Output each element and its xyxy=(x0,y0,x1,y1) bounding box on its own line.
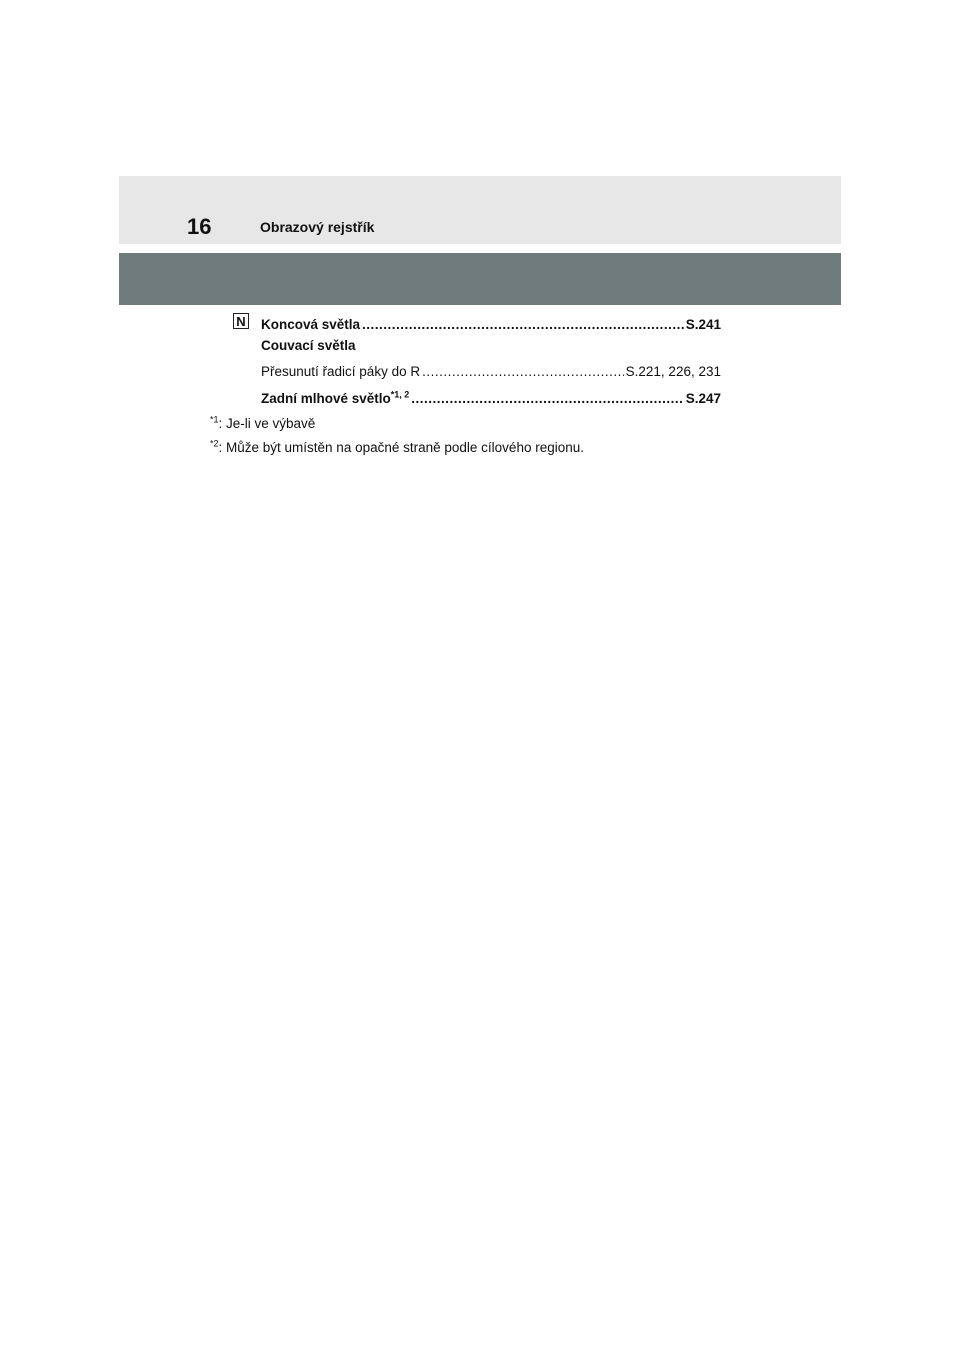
dot-leader xyxy=(422,364,624,379)
section-band xyxy=(119,253,841,305)
footnote-mark: *1 xyxy=(210,414,219,425)
index-entry xyxy=(261,338,721,353)
index-entry xyxy=(261,391,721,406)
entry-label: Couvací světla xyxy=(261,338,356,353)
entry-label: Přesunutí řadicí páky do R xyxy=(261,364,421,379)
entry-label: Zadní mlhové světlo$^{*1, 2}$ xyxy=(261,389,410,406)
entry-label: Koncová světla xyxy=(261,317,361,332)
footnote xyxy=(210,440,584,455)
index-subentry xyxy=(261,364,721,379)
entry-page-ref: S.241 xyxy=(685,317,721,332)
dot-leader xyxy=(362,317,684,332)
index-letter-box: N xyxy=(233,313,249,329)
footnote-text: : Může být umístěn na opačné straně podle cílového regionu. xyxy=(218,440,584,455)
footnote xyxy=(210,416,315,431)
entry-page-ref: S.221, 226, 231 xyxy=(625,364,721,379)
index-entry xyxy=(261,317,721,332)
section-title: Obrazový rejstřík xyxy=(260,219,375,235)
footnote-mark: *1, 2 xyxy=(390,389,410,400)
header-bar xyxy=(119,176,841,244)
page-number: 16 xyxy=(187,214,212,239)
entry-page-ref: S.247 xyxy=(685,391,721,406)
footnote-text: : Je-li ve výbavě xyxy=(218,416,316,431)
dot-leader xyxy=(411,391,683,406)
footnote-mark: *2 xyxy=(210,438,219,449)
